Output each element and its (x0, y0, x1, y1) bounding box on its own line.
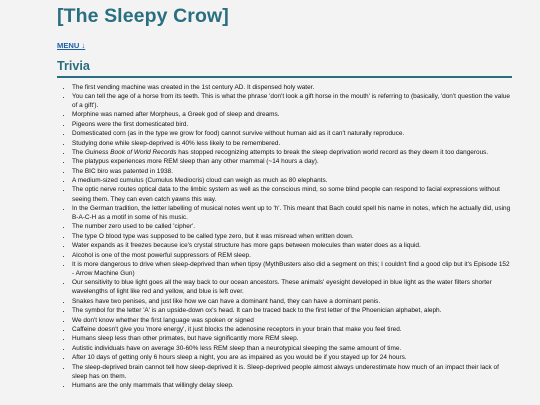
trivia-text: Snakes have two penises, and just like how we can have a dominant hand, they can have a dominant penis. (72, 297, 381, 305)
trivia-item (72, 297, 512, 306)
trivia-text: Studying done while sleep-deprived is 40% less likely to be remembered. (72, 139, 281, 147)
trivia-text: The platypus experiences more REM sleep than any other mammal (~14 hours a day). (72, 158, 319, 166)
trivia-text: Autistic individuals have on average 30-60% less REM sleep than a neurotypical sleeping the same amount of time. (72, 344, 402, 352)
trivia-item (72, 110, 512, 119)
trivia-item (72, 157, 512, 166)
trivia-item (72, 204, 512, 222)
site-title: [The Sleepy Crow] (57, 5, 229, 27)
trivia-item (72, 334, 512, 343)
trivia-item (72, 306, 512, 315)
trivia-item (72, 278, 512, 296)
trivia-item (72, 325, 512, 334)
trivia-item (72, 120, 512, 129)
trivia-title-italic: Guiness Book of World Records (84, 148, 177, 156)
trivia-list (57, 83, 512, 390)
trivia-item (72, 185, 512, 203)
trivia-text: Caffeine doesn't give you 'more energy', it just blocks the adenosine receptors in your brain that make you feel tired. (72, 325, 402, 333)
trivia-text: Humans are the only mammals that willingly delay sleep. (72, 381, 234, 389)
section-title: Trivia (57, 59, 90, 73)
trivia-item (72, 260, 512, 278)
trivia-text: The symbol for the letter 'A' is an upside-down ox's head. It can be traced back to the first letter of the Phoenician alphabet, aleph. (72, 307, 442, 315)
trivia-text: In the German tradition, the letter labelling of musical notes went up to 'h'. This meant that Bach could spell his name in notes, which he actually did, using B-A-C-H as a motif in some of his music. (72, 204, 511, 221)
trivia-text: The optic nerve routes optical data to the limbic system as well as the conscious mind, so some blind people can respond to facial expressions without seeing them. They can even catch yawns this way. (72, 186, 500, 203)
trivia-item (72, 316, 512, 325)
trivia-text: Water expands as it freezes because ice's crystal structure has more gaps between molecules than water does as a liquid. (72, 242, 421, 250)
trivia-item (72, 129, 512, 138)
trivia-item (72, 344, 512, 353)
trivia-item (72, 83, 512, 92)
trivia-text: The BIC biro was patented in 1938. (72, 167, 173, 175)
trivia-text: It is more dangerous to drive when sleep-deprived than when tipsy (MythBusters also did a segment on this; I couldn't find a good clip but it's Episode 152 - Arrow Machine Gun) (72, 260, 510, 277)
trivia-text: The type O blood type was supposed to be called type zero, but it was misread when written down. (72, 232, 354, 240)
trivia-text: The sleep-deprived brain cannot tell how sleep-deprived it is. Sleep-deprived people almost always underestimate how much of an impact their lack of sleep has on them. (72, 363, 499, 380)
trivia-text: Humans sleep less than other primates, but have significantly more REM sleep. (72, 335, 299, 343)
trivia-text: The (72, 148, 85, 156)
trivia-text: Morphine was named after Morpheus, a Greek god of sleep and dreams. (72, 111, 280, 119)
trivia-item (72, 139, 512, 148)
trivia-item (72, 232, 512, 241)
trivia-text: The number zero used to be called 'cipher'. (72, 223, 196, 231)
trivia-item (72, 381, 512, 390)
trivia-text: Our sensitivity to blue light goes all the way back to our ocean ancestors. These animals' eyesight developed in blue light as the water filters shorter wavelengths of light like red and yellow, and blue is left over. (72, 279, 492, 296)
trivia-item (72, 251, 512, 260)
trivia-text: A medium-sized cumulus (Cumulus Mediocris) cloud can weigh as much as 80 elephants. (72, 177, 328, 185)
trivia-text: Alcohol is one of the most powerful suppressors of REM sleep. (72, 251, 251, 259)
trivia-item (72, 167, 512, 176)
trivia-item (72, 241, 512, 250)
trivia-text: Domesticated corn (as in the type we grow for food) cannot survive without human aid as it can't naturally reproduce. (72, 130, 405, 138)
trivia-item (72, 222, 512, 231)
trivia-text: After 10 days of getting only 6 hours sleep a night, you are as impaired as you would be if you stayed up for 24 hours. (72, 354, 407, 362)
trivia-item (72, 148, 512, 157)
trivia-text: The first vending machine was created in the 1st century AD. It dispensed holy water. (72, 83, 315, 91)
trivia-item (72, 176, 512, 185)
menu-link[interactable]: MENU ↓ (57, 41, 86, 50)
trivia-item (72, 363, 512, 381)
section-divider (57, 76, 512, 78)
trivia-text: has stopped recognizing attempts to break the sleep deprivation world record as they deem it too dangerous. (176, 148, 489, 156)
trivia-text: We don't know whether the first language was spoken or signed (72, 316, 254, 324)
trivia-text: You can tell the age of a horse from its teeth. This is what the phrase 'don't look a gift horse in the mouth' is referring to (basically, 'don't question the value of a gift'). (72, 92, 510, 109)
trivia-item (72, 353, 512, 362)
trivia-text: Pigeons were the first domesticated bird. (72, 120, 189, 128)
trivia-item (72, 92, 512, 110)
